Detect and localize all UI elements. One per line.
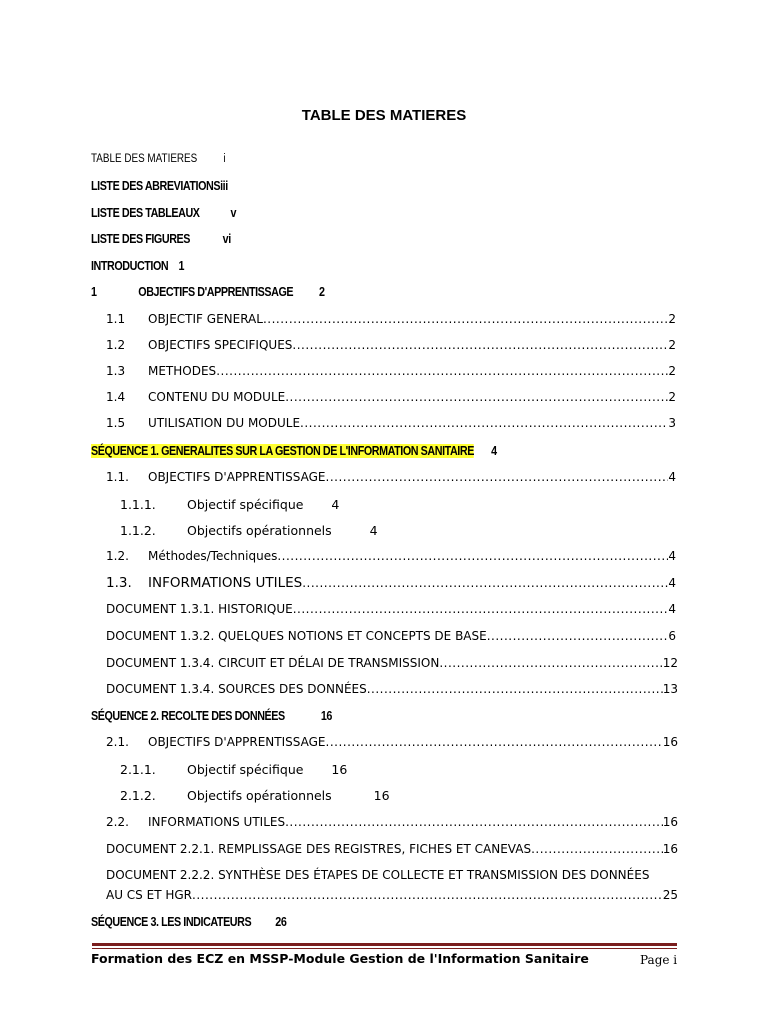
toc-label: Objectifs opérationnels <box>186 788 332 803</box>
dot-leader <box>487 629 669 643</box>
toc-num: 2.1.1. <box>120 762 156 777</box>
toc-entry-1-2[interactable] <box>106 338 676 356</box>
toc-entry-1-1-objectifs[interactable] <box>106 470 676 488</box>
toc-num: 1.3 <box>106 364 126 378</box>
toc-num: 2.1.2. <box>120 788 156 803</box>
dot-leader <box>326 470 669 484</box>
toc-page: v <box>230 206 237 220</box>
toc-page: 2 <box>668 312 676 326</box>
toc-num: 1.4 <box>106 390 126 404</box>
toc-entry-2-1[interactable] <box>106 735 678 753</box>
toc-page: 3 <box>668 416 676 430</box>
toc-num: 1.1.2. <box>120 523 156 538</box>
toc-label: OBJECTIFS D'APPRENTISSAGE <box>148 470 326 484</box>
toc-page: 4 <box>668 602 676 616</box>
toc-label: LISTE DES ABREVIATIONS <box>91 179 221 193</box>
toc-label: UTILISATION DU MODULE <box>148 416 301 430</box>
toc-num: 1.1.1. <box>120 497 156 512</box>
toc-label: INFORMATIONS UTILES <box>148 575 303 591</box>
toc-page: 16 <box>373 788 390 803</box>
toc-num: 2.1. <box>106 735 129 749</box>
toc-entry-doc-1-3-1[interactable] <box>106 602 676 620</box>
dot-leader <box>302 576 668 590</box>
dot-leader <box>531 842 663 856</box>
toc-num: 1.2. <box>106 549 129 563</box>
toc-entry-doc-2-2-2-line1[interactable] <box>106 868 649 882</box>
toc-label: DOCUMENT 1.3.1. HISTORIQUE <box>106 602 293 616</box>
toc-label: DOCUMENT 1.3.2. QUELQUES NOTIONS ET CONCEPTS DE BASE <box>106 629 487 643</box>
toc-entry-1-1-2[interactable] <box>120 523 378 538</box>
toc-page: 4 <box>668 576 676 590</box>
toc-num: 1.2 <box>106 338 126 352</box>
toc-page: 4 <box>331 497 340 512</box>
toc-entry-1-4[interactable] <box>106 390 676 408</box>
toc-num: 2.2. <box>106 815 129 829</box>
toc-num: 1.3. <box>106 575 132 591</box>
dot-leader <box>263 312 668 326</box>
toc-label: Objectif spécifique <box>186 497 304 512</box>
toc-entry-2-1-1[interactable] <box>120 762 347 777</box>
toc-label: SÉQUENCE 2. RECOLTE DES DONNÉES <box>91 709 285 723</box>
toc-page: 4 <box>668 470 676 484</box>
toc-label: LISTE DES FIGURES <box>91 232 191 246</box>
toc-label: Objectif spécifique <box>186 762 304 777</box>
footer-rule-thin <box>92 948 677 949</box>
toc-page: 2 <box>668 364 676 378</box>
dot-leader <box>285 390 668 404</box>
toc-entry-sequence-3[interactable] <box>91 915 286 929</box>
toc-entry-introduction[interactable] <box>91 259 184 273</box>
toc-entry-2-1-2[interactable] <box>120 788 390 803</box>
toc-label: INTRODUCTION <box>91 259 169 273</box>
toc-entry-objectifs-apprentissage[interactable] <box>91 285 324 299</box>
toc-num: 1.1 <box>106 312 126 326</box>
toc-entry-figures[interactable] <box>91 232 231 246</box>
toc-label: DOCUMENT 1.3.4. SOURCES DES DONNÉES <box>106 682 367 696</box>
toc-label: OBJECTIFS D'APPRENTISSAGE <box>138 285 294 299</box>
toc-page: 16 <box>662 842 678 856</box>
toc-label: CONTENU DU MODULE <box>148 390 286 404</box>
toc-page: 4 <box>668 549 676 563</box>
toc-label: OBJECTIFS D'APPRENTISSAGE <box>148 735 326 749</box>
toc-label: AU CS ET HGR <box>106 888 193 902</box>
toc-entry-1-3-informations[interactable] <box>106 575 676 593</box>
toc-label: METHODES <box>148 364 217 378</box>
toc-label: DOCUMENT 2.2.2. SYNTHÈSE DES ÉTAPES DE COLLECTE ET TRANSMISSION DES DONNÉES <box>106 868 650 882</box>
toc-label: SÉQUENCE 3. LES INDICATEURS <box>91 915 252 929</box>
toc-entry-doc-2-2-1[interactable] <box>106 842 678 860</box>
toc-label: OBJECTIFS SPECIFIQUES <box>148 338 293 352</box>
toc-entry-2-2[interactable] <box>106 815 678 833</box>
toc-entry-doc-1-3-4-sources[interactable] <box>106 682 678 700</box>
toc-page: i <box>223 153 226 165</box>
toc-page: 2 <box>668 390 676 404</box>
toc-entry-tableaux[interactable] <box>91 206 236 220</box>
toc-label: DOCUMENT 2.2.1. REMPLISSAGE DES REGISTRES, FICHES ET CANEVAS <box>106 842 532 856</box>
dot-leader <box>292 338 668 352</box>
toc-entry-doc-2-2-2-line2[interactable] <box>106 888 678 906</box>
dot-leader <box>277 549 668 563</box>
footer-page-number: Page i <box>640 953 678 967</box>
dot-leader <box>293 602 669 616</box>
toc-entry-sequence-1[interactable] <box>91 444 497 458</box>
dot-leader <box>285 815 663 829</box>
toc-entry-sequence-2[interactable] <box>91 709 332 723</box>
toc-page: 4 <box>491 444 497 458</box>
page-title: TABLE DES MATIERES <box>301 107 467 124</box>
toc-entry-doc-1-3-4-circuit[interactable] <box>106 656 678 674</box>
toc-page: 13 <box>662 682 678 696</box>
dot-leader <box>439 656 662 670</box>
toc-entry-doc-1-3-2[interactable] <box>106 629 676 647</box>
toc-page: 2 <box>318 285 325 299</box>
toc-label: INFORMATIONS UTILES <box>148 815 286 829</box>
toc-label: Méthodes/Techniques <box>148 549 278 563</box>
footer-rule-thick <box>92 943 677 946</box>
toc-entry-1-1[interactable] <box>106 312 676 330</box>
toc-page: 6 <box>668 629 676 643</box>
toc-page: 1 <box>178 259 185 273</box>
toc-page: 16 <box>662 735 678 749</box>
toc-num: 1 <box>91 285 97 299</box>
toc-page: 4 <box>369 523 378 538</box>
toc-page: vi <box>222 232 231 246</box>
toc-label: OBJECTIF GENERAL <box>148 312 263 326</box>
toc-page: 16 <box>331 762 348 777</box>
dot-leader <box>326 735 663 749</box>
toc-label: DOCUMENT 1.3.4. CIRCUIT ET DÉLAI DE TRANSMISSION <box>106 656 440 670</box>
toc-entry-1-5[interactable] <box>106 416 676 434</box>
dot-leader <box>367 682 663 696</box>
toc-entry-table-des-matieres[interactable] <box>91 153 226 165</box>
toc-entry-abreviations[interactable] <box>91 179 228 193</box>
toc-label: TABLE DES MATIERES <box>91 153 198 165</box>
toc-label: SÉQUENCE 1. GENERALITES SUR LA GESTION DE L'INFORMATION SANITAIRE <box>91 444 474 458</box>
toc-entry-1-2-methodes[interactable] <box>106 549 676 567</box>
toc-entry-1-1-1[interactable] <box>120 497 339 512</box>
toc-num: 1.5 <box>106 416 126 430</box>
toc-label: LISTE DES TABLEAUX <box>91 206 200 220</box>
toc-page: 12 <box>662 656 678 670</box>
dot-leader <box>300 416 668 430</box>
toc-entry-1-3[interactable] <box>106 364 676 382</box>
toc-page: 2 <box>668 338 676 352</box>
toc-page: 16 <box>662 815 678 829</box>
toc-num: 1.1. <box>106 470 129 484</box>
toc-page: 26 <box>275 915 287 929</box>
toc-page: iii <box>220 179 228 193</box>
toc-label: Objectifs opérationnels <box>186 523 332 538</box>
dot-leader <box>192 888 663 902</box>
dot-leader <box>216 364 668 378</box>
footer-text: Formation des ECZ en MSSP-Module Gestion de l'Information Sanitaire <box>91 951 589 966</box>
toc-page: 25 <box>662 888 678 902</box>
toc-page: 16 <box>320 709 332 723</box>
